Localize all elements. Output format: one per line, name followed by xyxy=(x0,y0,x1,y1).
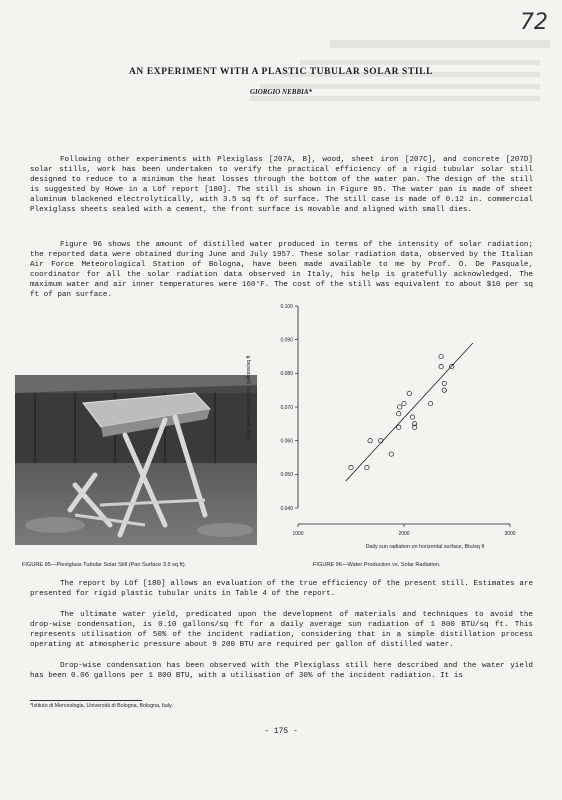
paragraph-drop-wise: Drop-wise condensation has been observed with the Plexiglass still here described and the water yield has been 0.06 gallons per 1 800 BTU, with a utilisation of 30% of the incident radiation. It is xyxy=(30,662,533,680)
figure-96-scatter-chart xyxy=(240,298,540,560)
footnote: *Istituto di Merceologia, Università di Bologna, Bologna, Italy. xyxy=(30,703,173,709)
chart-data-point xyxy=(428,401,432,405)
chart-data-point xyxy=(407,391,411,395)
chart-regression-line xyxy=(346,343,473,481)
chart-data-point xyxy=(439,354,443,358)
chart-data-point xyxy=(397,425,401,429)
chart-data-point xyxy=(439,364,443,368)
chart-y-tick-label: 0.050 xyxy=(280,472,293,479)
chart-fit-line xyxy=(346,343,473,481)
page-number: - 175 - xyxy=(264,727,298,736)
chart-data-point xyxy=(442,388,446,392)
chart-axes xyxy=(298,306,510,524)
chart-ticks xyxy=(280,304,515,537)
paragraph-lof-report: The report by Löf [180] allows an evaluation of the true efficiency of the present still. Estimates are presented for rigid plastic tubular units in Table 4 of the report. xyxy=(30,580,533,598)
chart-x-axis-label: Daily sun radiation on horizontal surface, Btu/sq ft xyxy=(365,544,485,550)
chart-y-tick-label: 0.040 xyxy=(280,505,293,512)
figure-95-photo xyxy=(15,375,257,545)
footnote-rule xyxy=(30,700,142,701)
chart-y-axis-label: Daily water production, gallons/sq ft xyxy=(246,355,252,441)
chart-x-tick-label: 1000 xyxy=(292,531,304,537)
chart-data-point xyxy=(442,381,446,385)
chart-y-tick-label: 0.090 xyxy=(280,337,293,344)
paragraph-ultimate-yield: The ultimate water yield, predicated upon the development of materials and techniques to avoid the drop-wise condensation, is 0.10 gallons/sq ft for a daily average sun radiation of 1 800 BTU/sq ft. This represents utilisation of 50% of the incident radiation, considering that in a simple distillation process operating at atmospheric pressure about 9 200 BTU are required per gallon of distilled water. xyxy=(30,611,533,649)
chart-data-point xyxy=(389,452,393,456)
chart-data-point xyxy=(349,465,353,469)
chart-y-tick-label: 0.080 xyxy=(280,371,293,378)
chart-data-point xyxy=(397,412,401,416)
chart-data-point xyxy=(402,401,406,405)
solar-still-photo-illustration xyxy=(15,375,257,545)
chart-data-point xyxy=(378,438,382,442)
author-name: GIORGIO NEBBIA* xyxy=(249,88,313,96)
chart-data-point xyxy=(368,438,372,442)
paragraph-figure-96: Figure 96 shows the amount of distilled water produced in terms of the intensity of solar radiation; the reported data were obtained during June and July 1957. These solar radiation data, observed by the Italian Air Force Meteorological Station of Bologna, have been made available to me by Prof. O. De Pasquale, coordinator for all the solar radiation data observed in Italy, his help is gratefully acknowledged. The maximum water and air inner temperatures were 160°F. The cost of the still was equivalent to about $10 per sq ft of pan surface. xyxy=(30,241,533,299)
handwritten-page-number: 72 xyxy=(520,10,548,35)
chart-y-tick-label: 0.060 xyxy=(280,438,293,445)
figure-95-caption: FIGURE 95—Plexiglass Tubular Solar Still (Pan Surface 3.5 sq ft). xyxy=(22,562,187,568)
chart-data-point xyxy=(412,425,416,429)
chart-y-tick-label: 0.070 xyxy=(280,404,293,411)
chart-data-point xyxy=(398,405,402,409)
paragraph-intro: Following other experiments with Plexiglass [207A, B], wood, sheet iron [207C], and concrete [207D] solar stills, work has been undertaken to verify the practical efficiency of a rigid tubular solar still designed to reduce to a minimum the heat losses through the bottom of the water pan. The design of the still is suggested by Howe in a Löf report [180]. The still is shown in Figure 95. The water pan is made of sheet aluminum blackened electrolytically, with 3.5 sq ft of surface. The still case is made of 0.12 in. commercial Plexiglass sheets sealed with a cement, the front surface is movable and aligned with small dies. xyxy=(30,156,533,214)
chart-points xyxy=(349,354,454,470)
chart-x-tick-label: 3000 xyxy=(504,531,516,537)
chart-y-tick-label: 0.100 xyxy=(280,303,293,310)
article-title: AN EXPERIMENT WITH A PLASTIC TUBULAR SOLAR STILL xyxy=(128,67,434,77)
chart-x-tick-label: 2000 xyxy=(398,531,410,537)
chart-data-point xyxy=(410,415,414,419)
figure-96-caption: FIGURE 96—Water Production vs. Solar Radiation. xyxy=(313,562,441,568)
chart-data-point xyxy=(365,465,369,469)
